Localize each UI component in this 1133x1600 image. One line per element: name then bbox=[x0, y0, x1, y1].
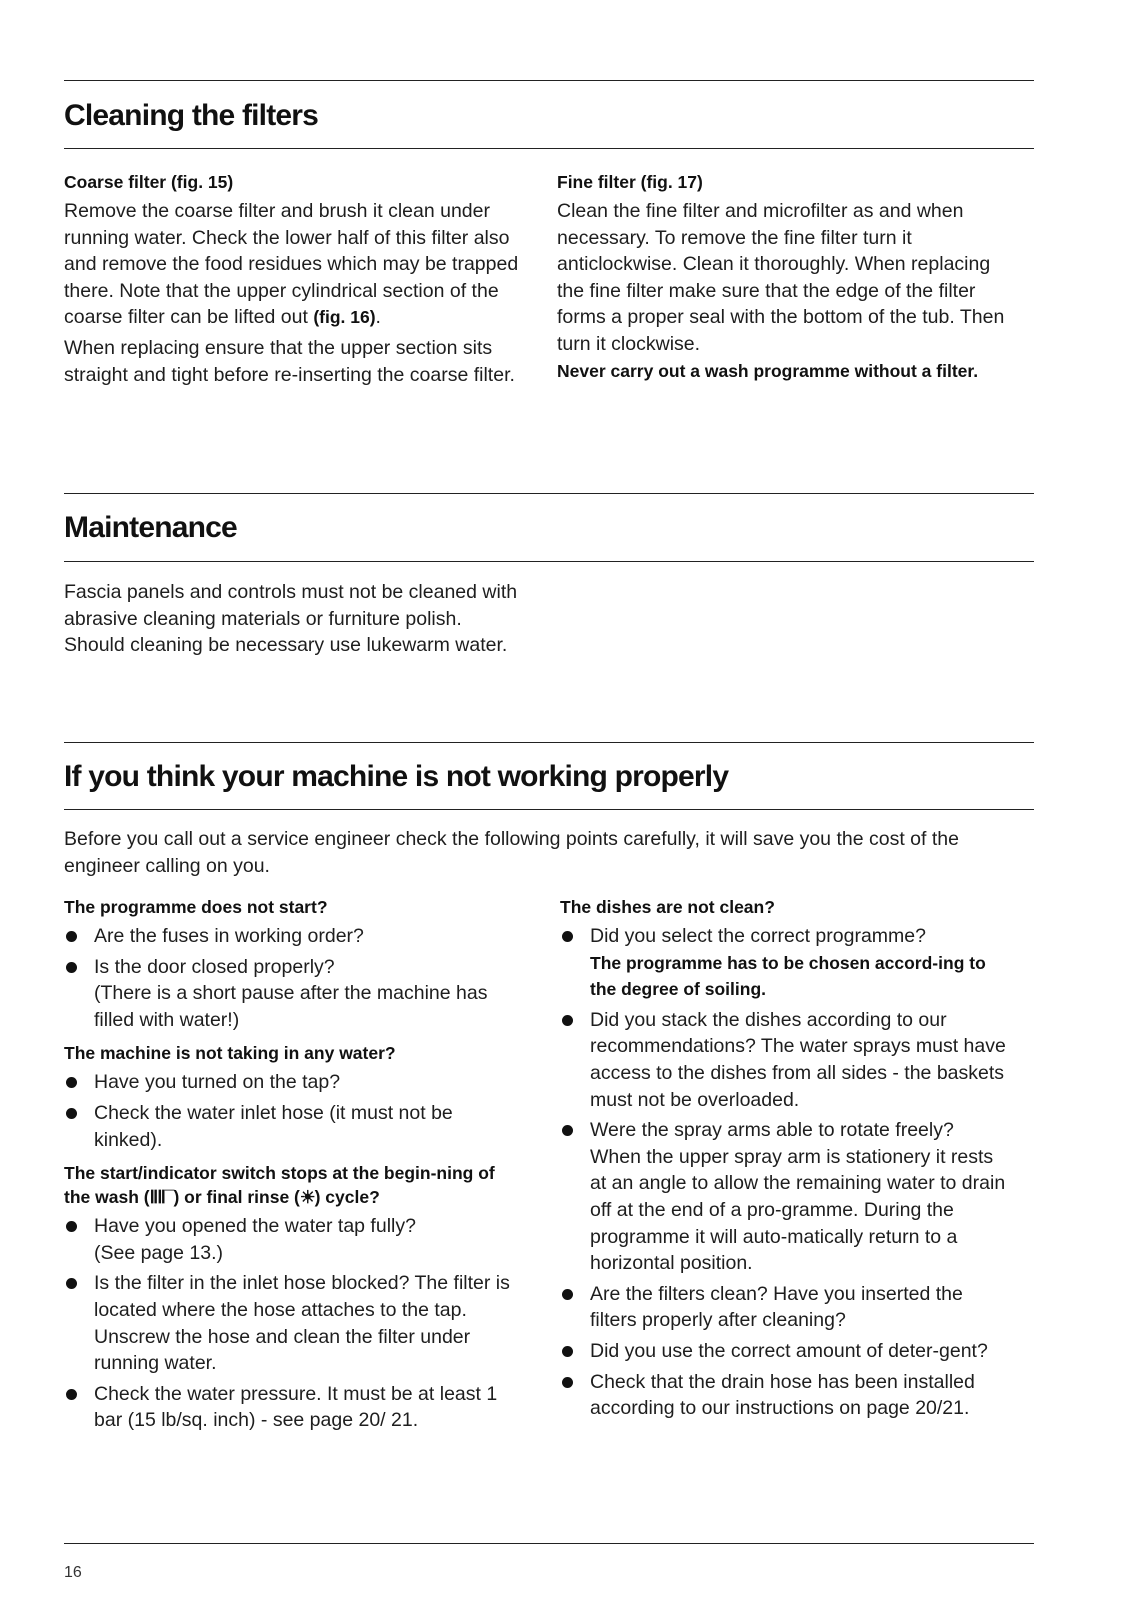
programme-not-start-heading: The programme does not start? bbox=[64, 897, 328, 917]
list-item-text: Are the filters clean? Have you inserted the filters properly after cleaning? bbox=[590, 1282, 963, 1332]
bullet-icon bbox=[66, 1077, 77, 1088]
troubleshooting-left-column bbox=[64, 895, 514, 1434]
bullet-icon bbox=[562, 1125, 573, 1136]
list-item bbox=[64, 1069, 514, 1096]
intro-text: Before you call out a service engineer check the following points carefully, it will save you the cost of the engineer calling on you. bbox=[64, 828, 959, 877]
maintenance-title: Maintenance bbox=[64, 511, 237, 544]
filters-title: Cleaning the filters bbox=[64, 99, 319, 132]
bullet-icon bbox=[66, 962, 77, 973]
programme-not-start-list bbox=[64, 923, 514, 1033]
list-item-text: Have you turned on the tap? bbox=[94, 1071, 341, 1094]
start-switch-heading-part: ) cycle? bbox=[314, 1187, 380, 1208]
coarse-filter-replace-text: When replacing ensure that the upper section sits straight and tight before re-inserting the coarse filter. bbox=[64, 336, 515, 386]
list-item bbox=[560, 1007, 1010, 1113]
bullet-icon bbox=[562, 1015, 573, 1026]
coarse-filter-fig-ref: (fig. 16) bbox=[313, 307, 376, 328]
bullet-icon bbox=[66, 1108, 77, 1119]
list-item-text: Check the water inlet hose (it must not be kinked). bbox=[94, 1101, 453, 1151]
list-item bbox=[64, 1213, 514, 1266]
top-rule-filters bbox=[64, 80, 1034, 81]
coarse-filter-column bbox=[64, 170, 524, 388]
bullet-icon bbox=[562, 1289, 573, 1300]
list-item-bold-note: The programme has to be chosen accord-ing to the degree of soiling. bbox=[590, 952, 986, 1000]
start-switch-heading-part: The start/indicator switch stops at the begin-ning of the wash ( bbox=[64, 1163, 495, 1208]
list-item bbox=[560, 1369, 1010, 1422]
wash-cycle-icon: ⅡⅡ¯ bbox=[149, 1187, 174, 1208]
list-item-text: Is the door closed properly? bbox=[94, 955, 335, 978]
start-switch-heading-part: ) or final rinse ( bbox=[173, 1187, 300, 1208]
list-item bbox=[64, 1100, 514, 1153]
list-item bbox=[560, 1281, 1010, 1334]
list-item-text: Is the filter in the inlet hose blocked? The filter is located where the hose attaches to the tap. Unscrew the hose and clean the filter under running water. bbox=[94, 1272, 510, 1375]
no-water-list bbox=[64, 1069, 514, 1153]
list-item bbox=[560, 923, 1010, 1003]
bottom-rule-maintenance bbox=[64, 561, 1034, 562]
top-rule-maintenance bbox=[64, 493, 1034, 494]
list-item-note: (See page 13.) bbox=[94, 1241, 224, 1264]
fine-filter-warning: Never carry out a wash programme without a filter. bbox=[557, 360, 979, 381]
list-item-text: Have you opened the water tap fully? bbox=[94, 1215, 416, 1238]
list-item-text: Did you stack the dishes according to our recommendations? The water sprays must have access to the dishes from all sides - the baskets must not be overloaded. bbox=[590, 1008, 1006, 1111]
list-item-text: Did you select the correct programme? bbox=[590, 925, 926, 947]
troubleshooting-intro bbox=[64, 826, 1014, 879]
bottom-rule-troubleshooting bbox=[64, 809, 1034, 810]
fine-filter-text: Clean the fine filter and microfilter as and when necessary. To remove the fine filter turn it anticlockwise. Clean it thoroughly. When replacing the fine filter make sure that the edge of the filter forms a proper seal with the bottom of the tub. Then turn it clockwise. bbox=[557, 200, 1005, 355]
list-item-note: (There is a short pause after the machine has filled with water!) bbox=[94, 982, 488, 1031]
bullet-icon bbox=[66, 1389, 77, 1400]
list-item-text: Check that the drain hose has been installed according to our instructions on page 20/21. bbox=[590, 1370, 975, 1420]
bullet-icon bbox=[562, 1377, 573, 1388]
dishes-not-clean-heading: The dishes are not clean? bbox=[560, 897, 775, 917]
footer-rule bbox=[64, 1543, 1034, 1544]
list-item-text: Are the fuses in working order? bbox=[94, 925, 364, 947]
bottom-rule-filters bbox=[64, 148, 1034, 149]
bullet-icon bbox=[562, 931, 573, 942]
list-item-text: Check the water pressure. It must be at least 1 bar (15 lb/sq. inch) - see page 20/ 21. bbox=[94, 1382, 498, 1432]
maintenance-column bbox=[64, 579, 524, 659]
fine-filter-heading: Fine filter (fig. 17) bbox=[557, 172, 703, 192]
list-item bbox=[64, 954, 514, 1034]
top-rule-troubleshooting bbox=[64, 742, 1034, 743]
maintenance-text: Fascia panels and controls must not be cleaned with abrasive cleaning materials or furniture polish. Should cleaning be necessary use lukewarm water. bbox=[64, 581, 518, 657]
rinse-cycle-icon: ☀ bbox=[299, 1187, 315, 1208]
dishes-not-clean-list bbox=[560, 923, 1010, 1422]
list-item bbox=[64, 1381, 514, 1434]
no-water-heading: The machine is not taking in any water? bbox=[64, 1043, 396, 1064]
fine-filter-column bbox=[557, 170, 1007, 384]
coarse-filter-heading: Coarse filter (fig. 15) bbox=[64, 172, 234, 192]
bullet-icon bbox=[66, 1278, 77, 1289]
list-item-text: Did you use the correct amount of deter-gent? bbox=[590, 1339, 988, 1362]
start-switch-heading bbox=[64, 1161, 514, 1209]
start-switch-list bbox=[64, 1213, 514, 1434]
list-item bbox=[560, 1338, 1010, 1365]
troubleshooting-title: If you think your machine is not working properly bbox=[64, 760, 729, 793]
troubleshooting-right-column bbox=[560, 895, 1010, 1422]
list-item-text: Were the spray arms able to rotate freely? When the upper spray arm is stationery it rests at an angle to allow the remaining water to drain off at the end of a pro-gramme. During the programme it will auto-matically return to a horizontal position. bbox=[590, 1119, 1006, 1275]
list-item bbox=[560, 1117, 1010, 1277]
bullet-icon bbox=[562, 1346, 573, 1357]
list-item bbox=[64, 1270, 514, 1376]
list-item bbox=[64, 923, 514, 950]
coarse-filter-text: Remove the coarse filter and brush it clean under running water. Check the lower half of this filter also and remove the food residues which may be trapped there. Note that the upper cylindrical section of the coarse filter can be lifted out bbox=[64, 200, 519, 329]
bullet-icon bbox=[66, 931, 77, 942]
coarse-filter-period: . bbox=[375, 306, 381, 329]
bullet-icon bbox=[66, 1221, 77, 1232]
page-number: 16 bbox=[64, 1564, 82, 1581]
